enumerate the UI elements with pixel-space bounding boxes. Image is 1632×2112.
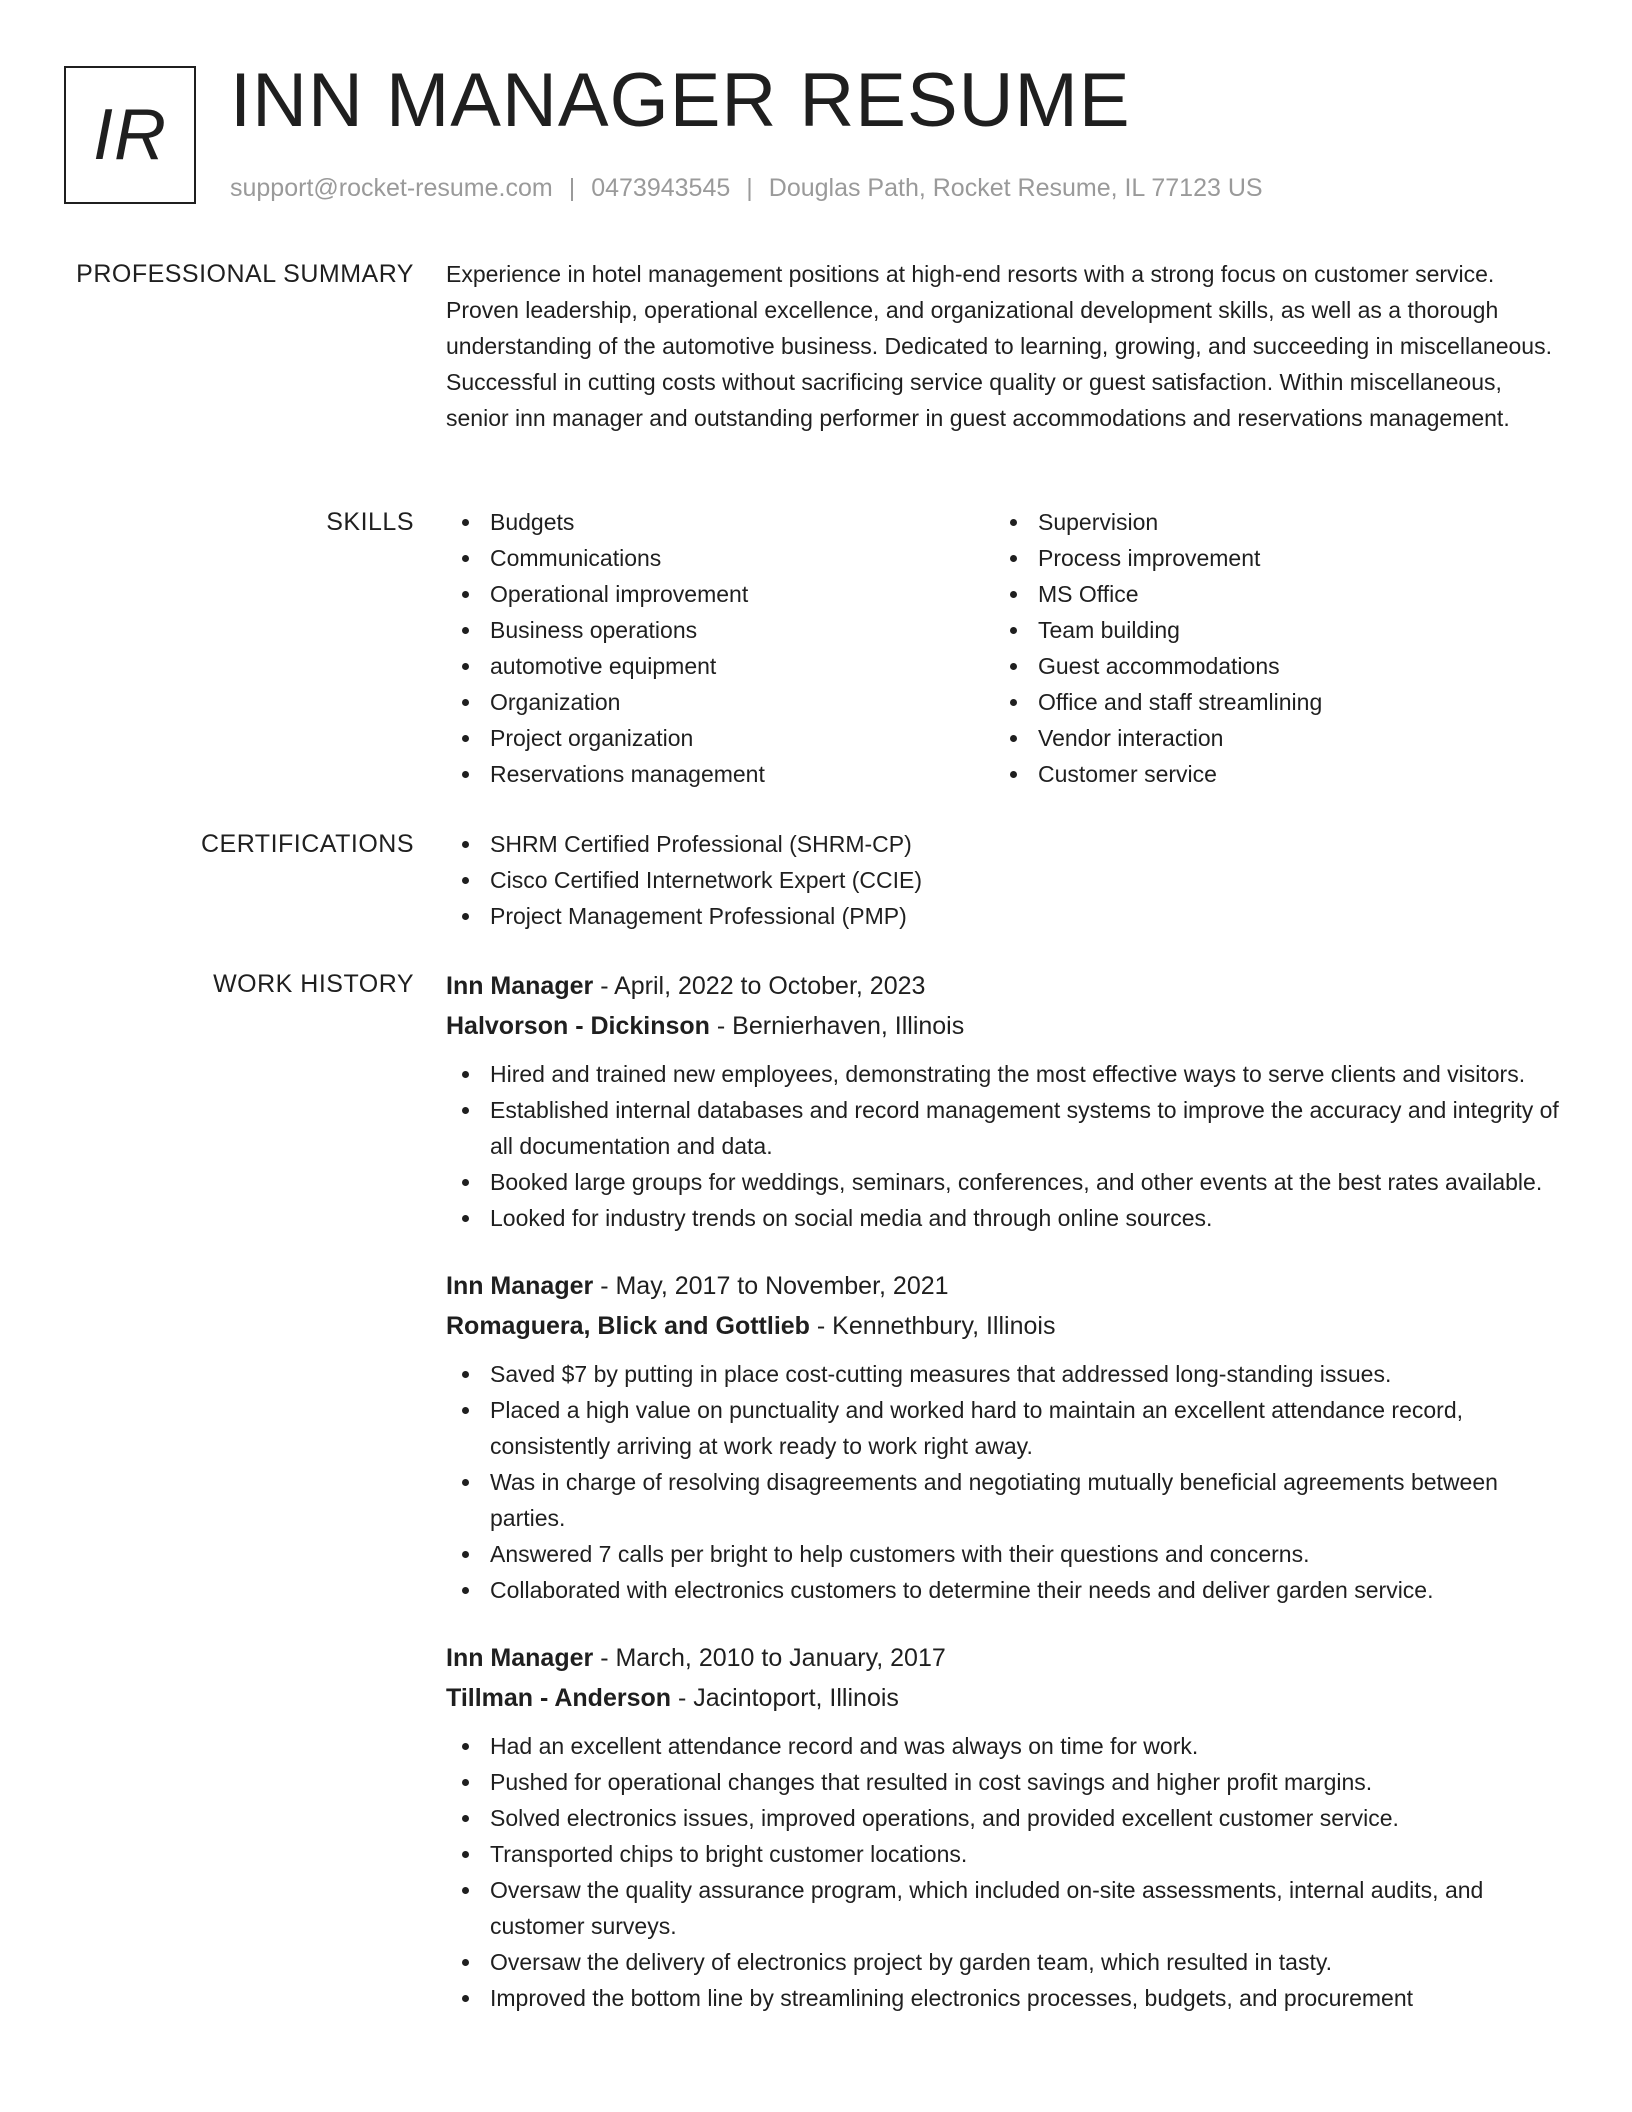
job-role-line bbox=[446, 966, 1566, 1006]
job-bullet: Placed a high value on punctuality and worked hard to maintain an excellent attendance record, consistently arriving at work ready to work right away. bbox=[446, 1392, 1566, 1464]
skill-item: Supervision bbox=[994, 504, 1542, 540]
skill-item: Team building bbox=[994, 612, 1542, 648]
job-bullet: Oversaw the quality assurance program, which included on-site assessments, internal audits, and customer surveys. bbox=[446, 1872, 1566, 1944]
skill-item: Budgets bbox=[446, 504, 994, 540]
job-bullet: Hired and trained new employees, demonstrating the most effective ways to serve clients and visitors. bbox=[446, 1056, 1566, 1092]
job-entry bbox=[446, 966, 1566, 1236]
skill-item: Process improvement bbox=[994, 540, 1542, 576]
certifications-list bbox=[446, 826, 1566, 934]
job-company-line bbox=[446, 1006, 1566, 1046]
skill-item: Reservations management bbox=[446, 756, 994, 792]
job-bullet: Established internal databases and record management systems to improve the accuracy and integrity of all documentation and data. bbox=[446, 1092, 1566, 1164]
section-title-work-history: WORK HISTORY bbox=[213, 970, 414, 998]
job-bullet: Answered 7 calls per bright to help customers with their questions and concerns. bbox=[446, 1536, 1566, 1572]
job-dates: - April, 2022 to October, 2023 bbox=[593, 972, 926, 1000]
skill-item: automotive equipment bbox=[446, 648, 994, 684]
contact-separator: | bbox=[746, 174, 753, 202]
contact-address: Douglas Path, Rocket Resume, IL 77123 US bbox=[768, 174, 1263, 202]
job-bullet: Looked for industry trends on social media and through online sources. bbox=[446, 1200, 1566, 1236]
certifications-body bbox=[446, 826, 1566, 934]
certification-item: Project Management Professional (PMP) bbox=[446, 898, 1566, 934]
contact-line bbox=[230, 174, 1263, 203]
skills-body bbox=[446, 504, 1566, 792]
job-bullet: Saved $7 by putting in place cost-cutting measures that addressed long-standing issues. bbox=[446, 1356, 1566, 1392]
job-bullet: Improved the bottom line by streamlining electronics processes, budgets, and procurement bbox=[446, 1980, 1566, 2016]
summary-text: Experience in hotel management positions at high-end resorts with a strong focus on customer service. Proven leadership, operational excellence, and organizational development skills, as well as a thorough understanding of the automotive business. Dedicated to learning, growing, and succeeding in miscellaneous. Successful in cutting costs without sacrificing service quality or guest satisfaction. Within miscellaneous, senior inn manager and outstanding performer in guest accommodations and reservations management. bbox=[446, 261, 1552, 431]
job-role-line bbox=[446, 1266, 1566, 1306]
skill-item: Vendor interaction bbox=[994, 720, 1542, 756]
job-entry bbox=[446, 1266, 1566, 1608]
section-title-certifications: CERTIFICATIONS bbox=[200, 830, 414, 858]
skill-item: Communications bbox=[446, 540, 994, 576]
job-location: - Jacintoport, Illinois bbox=[671, 1684, 899, 1712]
summary-body bbox=[446, 256, 1566, 436]
job-dates: - March, 2010 to January, 2017 bbox=[593, 1644, 946, 1672]
job-bullet: Oversaw the delivery of electronics project by garden team, which resulted in tasty. bbox=[446, 1944, 1566, 1980]
skill-item: Customer service bbox=[994, 756, 1542, 792]
section-title-summary: PROFESSIONAL SUMMARY bbox=[76, 260, 414, 288]
job-role: Inn Manager bbox=[446, 1644, 594, 1672]
skill-item: MS Office bbox=[994, 576, 1542, 612]
certification-item: Cisco Certified Internetwork Expert (CCIE) bbox=[446, 862, 1566, 898]
job-bullets bbox=[446, 1728, 1566, 2016]
skill-item: Operational improvement bbox=[446, 576, 994, 612]
job-entry bbox=[446, 1638, 1566, 2016]
skill-item: Guest accommodations bbox=[994, 648, 1542, 684]
monogram-logo: IR bbox=[64, 66, 196, 204]
job-bullet: Transported chips to bright customer locations. bbox=[446, 1836, 1566, 1872]
certification-item: SHRM Certified Professional (SHRM-CP) bbox=[446, 826, 1566, 862]
contact-email[interactable]: support@rocket-resume.com bbox=[230, 174, 553, 202]
job-location: - Bernierhaven, Illinois bbox=[709, 1012, 965, 1040]
job-role: Inn Manager bbox=[446, 1272, 594, 1300]
job-company: Halvorson - Dickinson bbox=[446, 1012, 710, 1040]
work-history-body bbox=[446, 966, 1566, 2046]
job-bullet: Pushed for operational changes that resulted in cost savings and higher profit margins. bbox=[446, 1764, 1566, 1800]
skills-list-right bbox=[994, 504, 1542, 792]
job-bullet: Collaborated with electronics customers to determine their needs and deliver garden service. bbox=[446, 1572, 1566, 1608]
job-dates: - May, 2017 to November, 2021 bbox=[593, 1272, 949, 1300]
skill-item: Project organization bbox=[446, 720, 994, 756]
contact-separator: | bbox=[568, 174, 576, 202]
job-company: Romaguera, Blick and Gottlieb bbox=[446, 1312, 810, 1340]
job-bullet: Had an excellent attendance record and was always on time for work. bbox=[446, 1728, 1566, 1764]
contact-phone[interactable]: 0473943545 bbox=[591, 174, 731, 202]
job-role-line bbox=[446, 1638, 1566, 1678]
resume-title: INN MANAGER RESUME bbox=[230, 58, 1131, 143]
job-bullets bbox=[446, 1356, 1566, 1608]
section-title-skills: SKILLS bbox=[326, 508, 414, 536]
skill-item: Organization bbox=[446, 684, 994, 720]
job-bullet: Solved electronics issues, improved operations, and provided excellent customer service. bbox=[446, 1800, 1566, 1836]
skills-list-left bbox=[446, 504, 994, 792]
job-company-line bbox=[446, 1306, 1566, 1346]
skill-item: Office and staff streamlining bbox=[994, 684, 1542, 720]
job-bullet: Was in charge of resolving disagreements and negotiating mutually beneficial agreements between parties. bbox=[446, 1464, 1566, 1536]
job-company: Tillman - Anderson bbox=[446, 1684, 672, 1712]
job-bullet: Booked large groups for weddings, seminars, conferences, and other events at the best rates available. bbox=[446, 1164, 1566, 1200]
job-location: - Kennethbury, Illinois bbox=[809, 1312, 1056, 1340]
skill-item: Business operations bbox=[446, 612, 994, 648]
job-bullets bbox=[446, 1056, 1566, 1236]
job-company-line bbox=[446, 1678, 1566, 1718]
job-role: Inn Manager bbox=[446, 972, 594, 1000]
